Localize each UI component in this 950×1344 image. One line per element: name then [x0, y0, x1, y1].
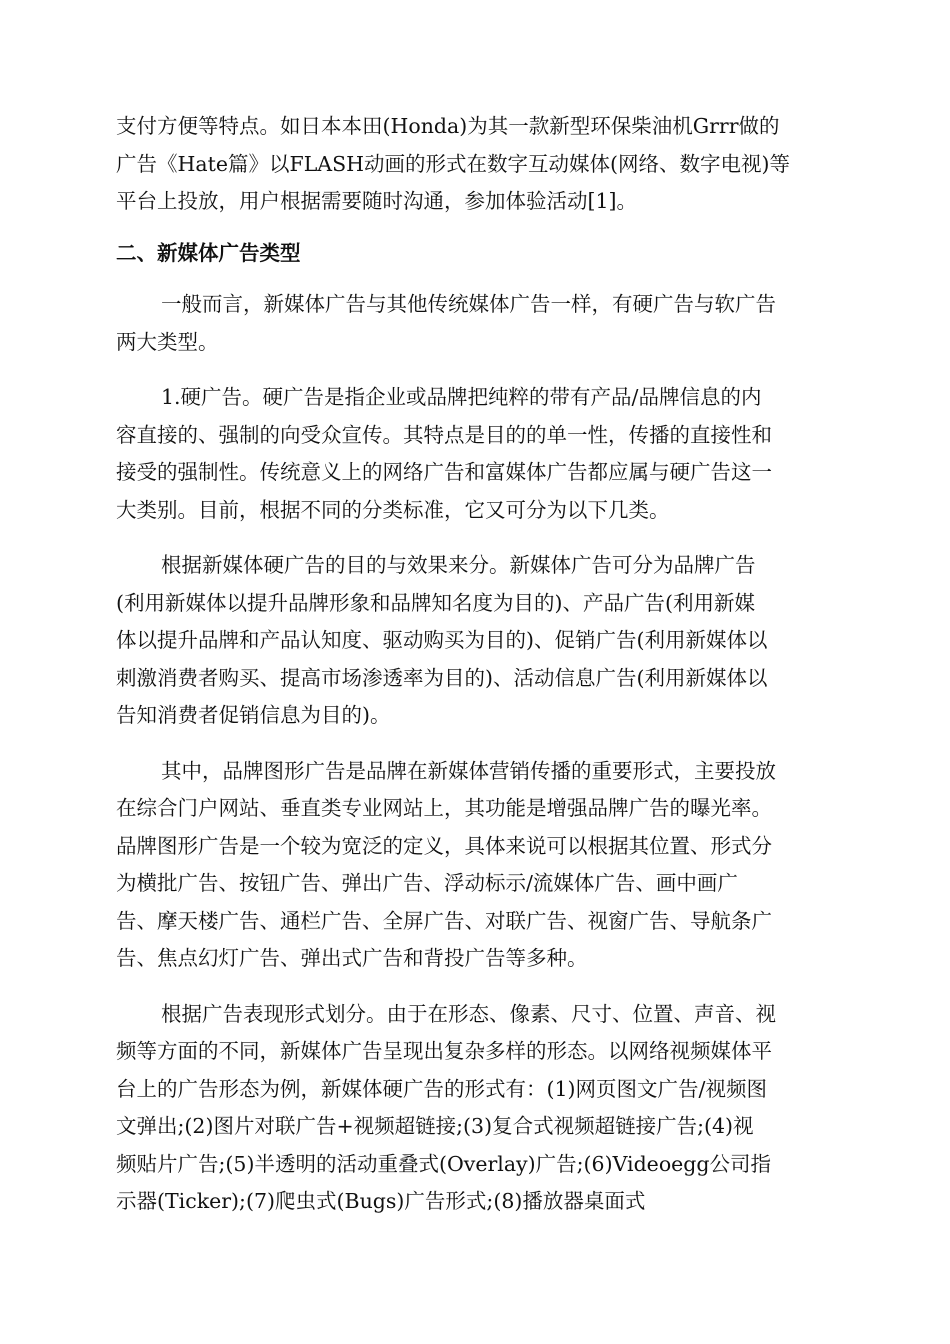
text-line: 1.硬广告。硬广告是指企业或品牌把纯粹的带有产品/品牌信息的内 [161, 385, 762, 409]
paragraph-general [116, 286, 832, 361]
text-line: 刺激消费者购买、提高市场渗透率为目的)、活动信息广告(利用新媒体以 [116, 665, 768, 690]
text-line: 告、焦点幻灯广告、弹出式广告和背投广告等多种。 [116, 946, 588, 970]
text-line: 品牌图形广告是一个较为宽泛的定义，具体来说可以根据其位置、形式分 [116, 833, 772, 858]
text-line: 两大类型。 [116, 329, 219, 354]
paragraph-purpose [116, 547, 832, 735]
text-line: 告知消费者促销信息为目的)。 [116, 703, 391, 727]
intro-paragraph [116, 108, 832, 221]
paragraph-brand-graphic [116, 753, 832, 978]
text-line: 根据新媒体硬广告的目的与效果来分。新媒体广告可分为品牌广告 [161, 553, 756, 577]
text-line: 容直接的、强制的向受众宣传。其特点是目的的单一性，传播的直接性和 [116, 422, 772, 447]
text-line: 文弹出;(2)图片对联广告+视频超链接;(3)复合式视频超链接广告;(4)视 [116, 1114, 754, 1138]
text-line: 告、摩天楼广告、通栏广告、全屏广告、对联广告、视窗广告、导航条广 [116, 908, 772, 933]
text-line: 其中，品牌图形广告是品牌在新媒体营销传播的重要形式，主要投放 [161, 758, 776, 783]
text-line: (利用新媒体以提升品牌形象和品牌知名度为目的)、产品广告(利用新媒 [116, 590, 755, 615]
text-line: 示器(Ticker);(7)爬虫式(Bugs)广告形式;(8)播放器桌面式 [116, 1189, 646, 1213]
text-line: 台上的广告形态为例，新媒体硬广告的形式有：(1)网页图文广告/视频图 [116, 1076, 767, 1101]
text-line: 频等方面的不同，新媒体广告呈现出复杂多样的形态。以网络视频媒体平 [116, 1039, 772, 1063]
text-line: 大类别。目前，根据不同的分类标准，它又可分为以下几类。 [116, 497, 670, 522]
text-line: 一般而言，新媒体广告与其他传统媒体广告一样，有硬广告与软广告 [161, 292, 776, 316]
paragraph-forms [116, 996, 832, 1221]
paragraph-hard-ads [116, 379, 832, 529]
text-line: 体以提升品牌和产品认知度、驱动购买为目的)、促销广告(利用新媒体以 [116, 628, 768, 652]
section-heading: 二、新媒体广告类型 [116, 240, 301, 265]
text-line: 平台上投放，用户根据需要随时沟通，参加体验活动[1]。 [116, 189, 638, 213]
text-line: 根据广告表现形式划分。由于在形态、像素、尺寸、位置、声音、视 [161, 1001, 776, 1026]
text-line: 在综合门户网站、垂直类专业网站上，其功能是增强品牌广告的曝光率。 [116, 796, 772, 820]
text-line: 支付方便等特点。如日本本田(Honda)为其一款新型环保柴油机Grrr做的 [116, 114, 780, 138]
text-line: 频贴片广告;(5)半透明的活动重叠式(Overlay)广告;(6)Videoegg公司指 [116, 1151, 772, 1176]
text-line: 为横批广告、按钮广告、弹出广告、浮动标示/流媒体广告、画中画广 [116, 871, 738, 895]
text-line: 接受的强制性。传统意义上的网络广告和富媒体广告都应属与硬广告这一 [116, 460, 772, 484]
text-line: 广告《Hate篇》以FLASH动画的形式在数字互动媒体(网络、数字电视)等 [116, 151, 791, 176]
